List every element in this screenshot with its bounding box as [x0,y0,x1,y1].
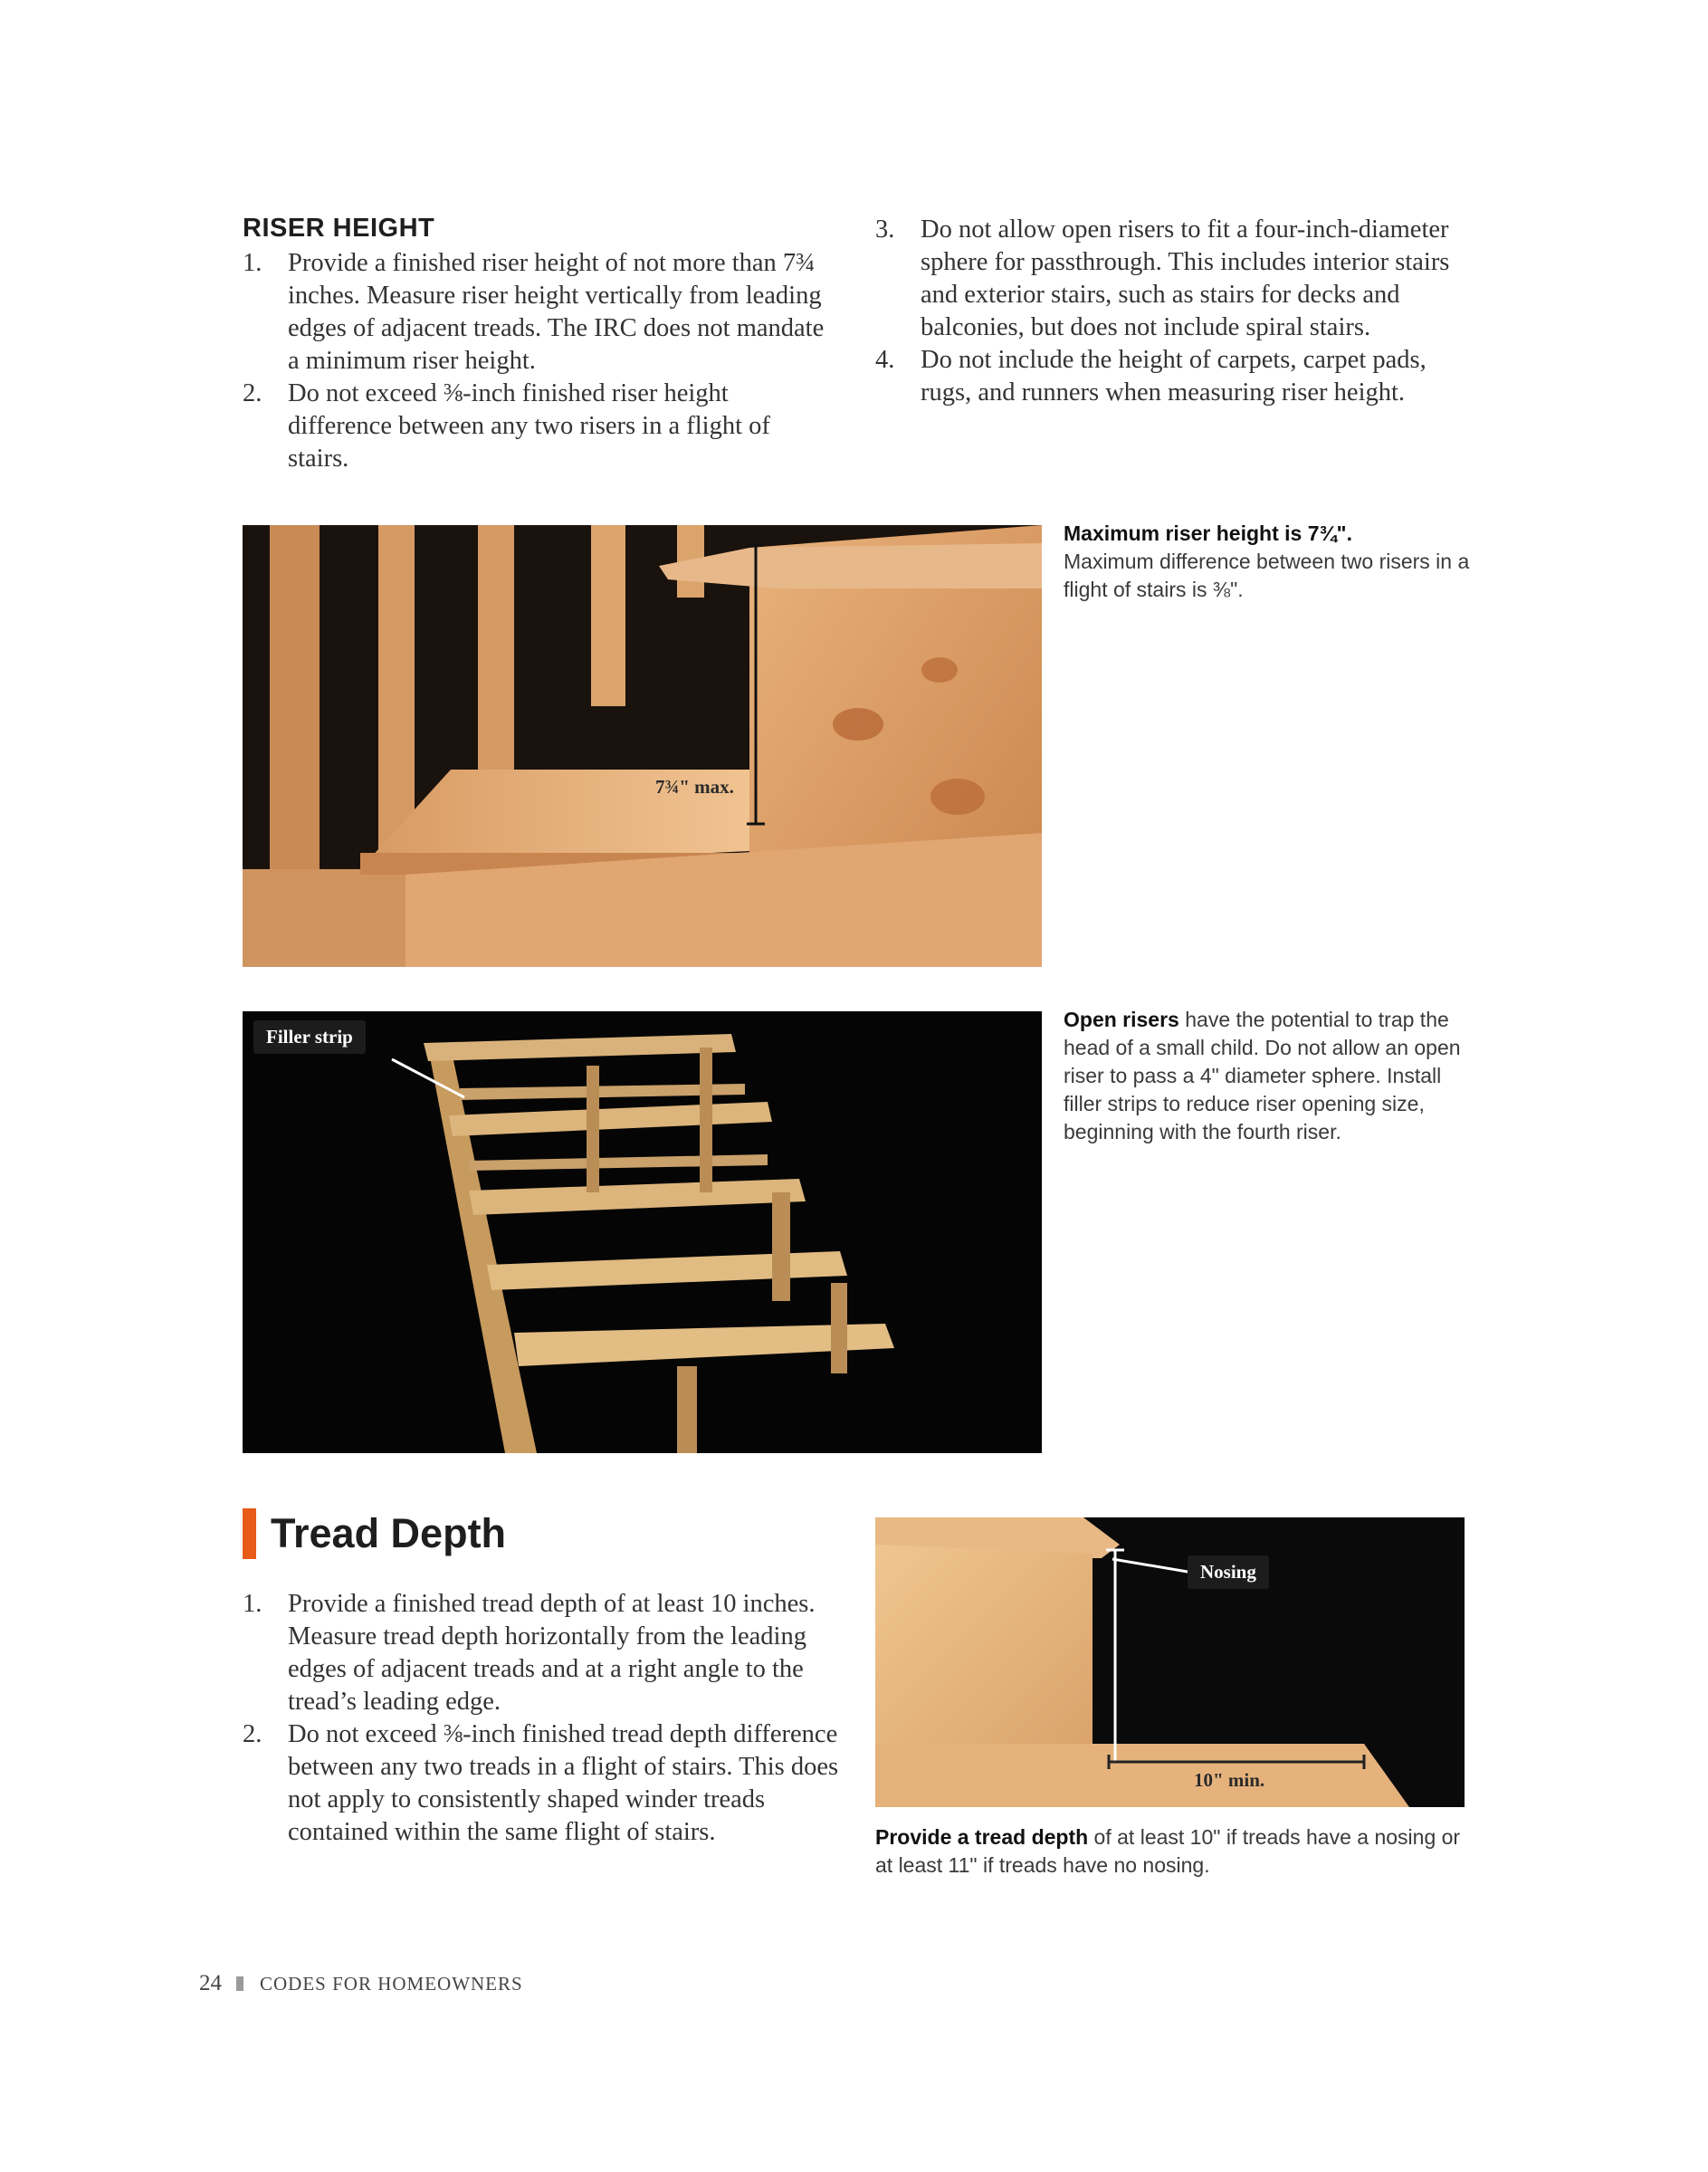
rule-text: Do not exceed ⅜-inch finished tread depth difference between any two treads in a flight of stairs. This does not apply to consistently shaped winder treads contained within the same flight of stairs. [288,1720,839,1846]
open-risers-illustration [243,1011,1042,1453]
riser-height-caption [1064,520,1471,604]
riser-height-heading: RISER HEIGHT [243,214,435,243]
riser-height-right-column [875,214,1468,409]
tread-dimension-label: 10" min. [1194,1769,1265,1791]
rule-text: Provide a finished tread depth of at least 10 inches. Measure tread depth horizontally from the leading edges of adjacent treads and at a right angle to the tread’s leading edge. [288,1590,816,1716]
tread-rule-2 [243,1718,840,1849]
riser-height-left-column [243,214,835,475]
rule-number: 2. [243,379,262,407]
caption-bold: Provide a tread depth [875,1825,1089,1849]
riser-rule-2 [243,378,835,475]
rule-text: Provide a finished riser height of not more than 7¾ inches. Measure riser height vertically from leading edges of adjacent treads. The IRC does not mandate a minimum riser height. [288,249,825,375]
footer-divider [236,1976,243,1991]
accent-bar [243,1508,256,1559]
page-footer [199,1971,523,1996]
tread-depth-column [243,1588,840,1849]
tread-rule-1 [243,1588,840,1718]
riser-rule-1 [243,247,835,378]
rule-number: 2. [243,1720,262,1748]
riser-rules-left [243,247,835,475]
riser-height-illustration [243,525,1042,967]
rule-number: 3. [875,215,895,244]
riser-rule-3 [875,214,1468,344]
rule-number: 1. [243,249,262,277]
riser-dimension-label: 7¾" max. [655,776,734,798]
caption-text: Maximum difference between two risers in a flight of stairs is ⅜". [1064,550,1470,601]
caption-bold: Open risers [1064,1008,1179,1031]
riser-height-photo [243,525,1042,967]
tread-depth-title [243,1508,506,1559]
filler-strip-label: Filler strip [253,1020,366,1054]
tread-depth-heading: Tread Depth [271,1510,507,1556]
tread-depth-caption [875,1823,1473,1880]
nosing-label: Nosing [1188,1555,1269,1589]
tread-rules [243,1588,840,1849]
rule-number: 1. [243,1590,262,1618]
riser-rule-4 [875,344,1468,409]
running-title: CODES FOR HOMEOWNERS [260,1972,523,1995]
riser-rules-right [875,214,1468,409]
rule-number: 4. [875,346,895,374]
page-number: 24 [199,1971,222,1995]
caption-text: of at least 10" if treads have a nosing or at least 11" if treads have no nosing. [875,1825,1461,1877]
rule-text: Do not exceed ⅜-inch finished riser height difference between any two risers in a flight of stairs. [288,379,770,473]
tread-depth-illustration [875,1517,1465,1807]
rule-text: Do not allow open risers to fit a four-inch-diameter sphere for passthrough. This includes interior stairs and exterior stairs, such as stairs for decks and balconies, but does not include spiral stairs. [921,215,1450,341]
open-risers-caption [1064,1006,1471,1146]
open-risers-photo [243,1011,1042,1453]
caption-text: have the potential to trap the head of a small child. Do not allow an open riser to pass a 4" diameter sphere. Install filler strips to reduce riser opening size, beginning with the fourth riser. [1064,1008,1461,1143]
rule-text: Do not include the height of carpets, carpet pads, rugs, and runners when measuring riser height. [921,346,1427,407]
tread-depth-photo [875,1517,1465,1807]
caption-bold: Maximum riser height is 7¾". [1064,521,1352,545]
